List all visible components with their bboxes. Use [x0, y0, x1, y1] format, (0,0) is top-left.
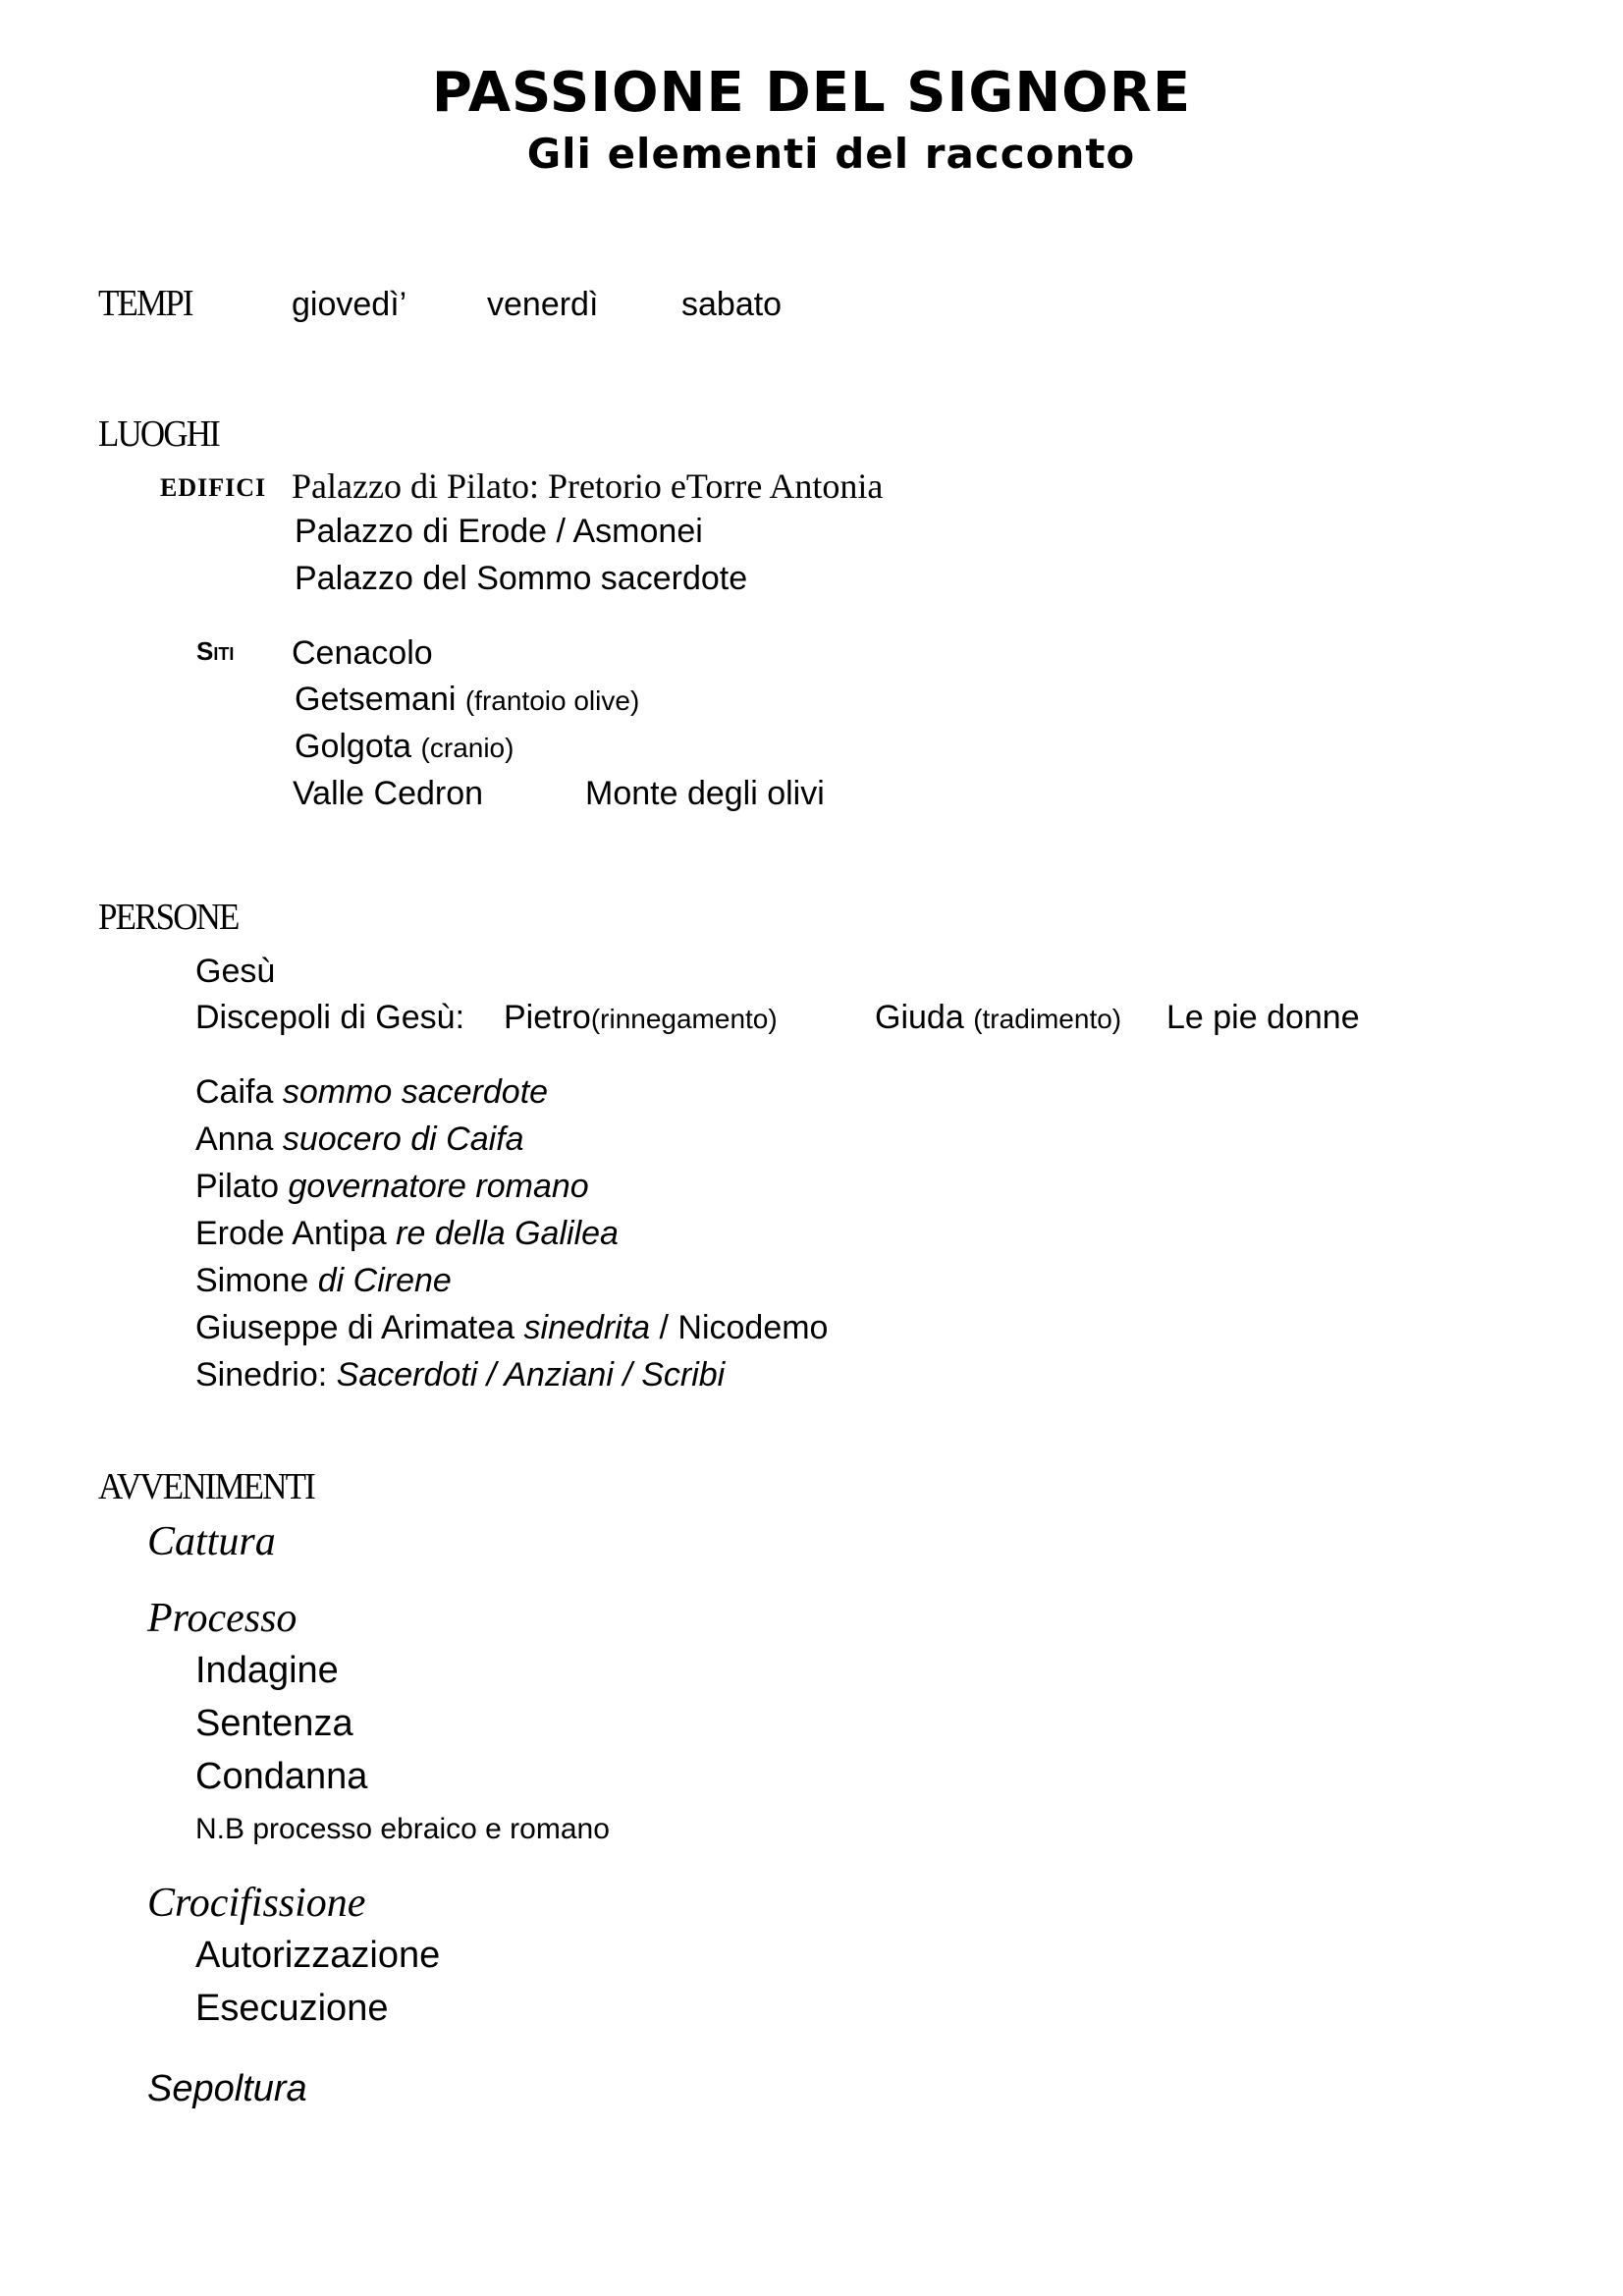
person-role: governatore romano: [288, 1168, 589, 1205]
processo-step: Sentenza: [195, 1703, 353, 1744]
person-gesu: Gesù: [195, 953, 276, 990]
person-extra: / Nicodemo: [659, 1309, 829, 1346]
person-row: [195, 1073, 548, 1112]
edificio-item: Palazzo di Pilato: Pretorio eTorre Antonia: [292, 466, 884, 506]
person-name: Giuseppe di Arimatea: [195, 1309, 515, 1346]
event-processo: Processo: [147, 1596, 298, 1641]
day-thursday: giovedì’: [292, 286, 407, 323]
sito-note: (cranio): [420, 733, 514, 763]
processo-note: N.B processo ebraico e romano: [195, 1813, 610, 1845]
person-giuda: [875, 999, 1121, 1037]
person-row: [195, 1121, 524, 1159]
sito-note: (frantoio olive): [464, 685, 640, 716]
person-role: sommo sacerdote: [282, 1073, 549, 1111]
person-pie-donne: Le pie donne: [1166, 999, 1360, 1036]
sito-item: [295, 728, 514, 766]
day-saturday: sabato: [681, 286, 783, 323]
event-crocifissione: Crocifissione: [147, 1881, 366, 1926]
person-row: [195, 1168, 589, 1206]
sito-item: [292, 634, 433, 673]
sito-monte: Monte degli olivi: [585, 775, 825, 812]
crocifissione-step: Esecuzione: [195, 1988, 389, 2029]
crocifissione-step: Autorizzazione: [195, 1935, 441, 1976]
edificio-item: Palazzo del Sommo sacerdote: [295, 560, 748, 597]
sito-valle: Valle Cedron: [293, 775, 484, 812]
edifici-label: EDIFICI: [160, 473, 267, 502]
person-note: (rinnegamento): [590, 1004, 778, 1034]
person-role: suocero di Caifa: [282, 1121, 524, 1158]
page-subtitle: Gli elementi del racconto: [526, 130, 1136, 178]
page-title: PASSIONE DEL SIGNORE: [431, 61, 1192, 125]
section-heading-persone: PERSONE: [98, 897, 239, 938]
person-name: Simone: [195, 1262, 309, 1299]
sito-name: Golgota: [295, 728, 412, 765]
day-friday: venerdì: [487, 286, 599, 323]
section-heading-avvenimenti: AVVENIMENTI: [98, 1466, 314, 1507]
person-row: [195, 1356, 725, 1394]
event-cattura: Cattura: [147, 1519, 276, 1564]
person-pietro: [504, 999, 778, 1037]
person-role: Sacerdoti / Anziani / Scribi: [336, 1356, 726, 1394]
person-row: [195, 1262, 452, 1300]
person-name: Erode Antipa: [195, 1215, 387, 1252]
edificio-item: Palazzo di Erode / Asmonei: [295, 513, 703, 550]
person-name: Anna: [195, 1121, 274, 1158]
person-role: re della Galilea: [396, 1215, 619, 1252]
processo-step: Condanna: [195, 1756, 368, 1797]
person-row: [195, 1215, 619, 1253]
siti-label: Siti: [196, 636, 235, 666]
discepoli-label: Discepoli di Gesù:: [195, 999, 465, 1036]
person-name: Caifa: [195, 1073, 274, 1111]
event-sepoltura: Sepoltura: [147, 2068, 307, 2109]
section-heading-luoghi: LUOGHI: [98, 413, 219, 455]
person-role: di Cirene: [317, 1262, 452, 1299]
section-heading-tempi: TEMPI: [98, 283, 192, 324]
sito-name: Getsemani: [295, 681, 457, 718]
person-note: (tradimento): [973, 1004, 1122, 1034]
sito-name: Cenacolo: [292, 634, 433, 672]
processo-step: Indagine: [195, 1650, 339, 1691]
sito-item: [295, 681, 639, 719]
person-name: Pilato: [195, 1168, 280, 1205]
person-name: Pietro: [504, 999, 591, 1036]
person-role: sinedrita: [523, 1309, 651, 1346]
person-name: Sinedrio:: [195, 1356, 328, 1394]
person-row: [195, 1309, 828, 1347]
person-name: Giuda: [875, 999, 964, 1036]
